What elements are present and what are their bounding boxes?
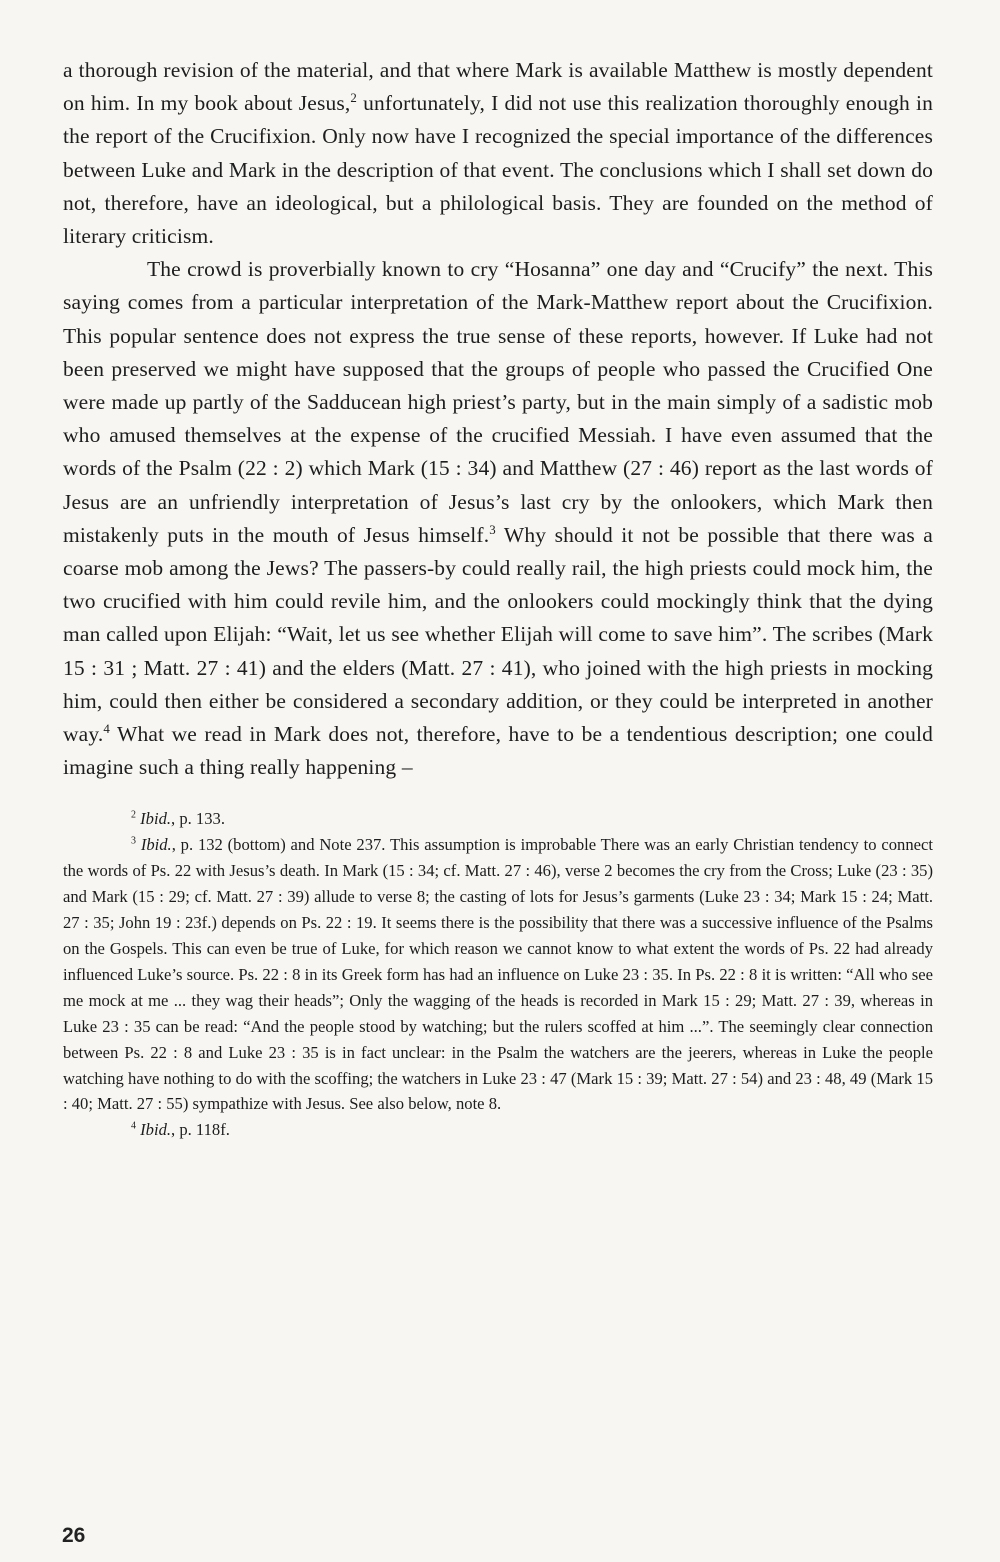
footnote-ref-2: 2 xyxy=(350,91,358,106)
footnote-marker: 3 xyxy=(131,835,136,847)
footnote-ref-4: 4 xyxy=(103,721,111,736)
footnote-4 xyxy=(63,1117,933,1143)
footnote-marker: 4 xyxy=(131,1120,136,1132)
paragraph-text: Why should it not be possible that there was a coarse mob among the Jews? The passers-by could really rail, the high priests could mock him, the two crucified with him could revile him, and the onlookers could mockingly think that the dying man called upon Elijah: “Wait, let us see whether Elijah will come to save him”. The scribes (Mark 15 : 31 ; Matt. 27 : 41) and the elders (Matt. 27 : 41), who joined with the high priests in mocking him, could then either be considered a secondary addition, or they could be interpreted in another way. xyxy=(63,522,933,747)
footnote-text: , p. 133. xyxy=(171,809,225,829)
footnote-2 xyxy=(63,806,933,832)
ibid-label: Ibid. xyxy=(140,835,172,855)
paragraph-text: a thorough revision of the material, and that where Mark is available Matthew is mostly dependent on him. In my book about Jesus, xyxy=(63,58,933,116)
footnote-marker: 2 xyxy=(131,809,136,821)
ibid-label: Ibid. xyxy=(140,809,172,829)
footnotes xyxy=(63,806,933,1143)
main-text xyxy=(63,54,933,784)
footnote-text: , p. 132 (bottom) and Note 237. This assumption is improbable There was an early Christian tendency to connect the words of Ps. 22 with Jesus’s death. In Mark (15 : 34; cf. Matt. 27 : 46), verse 2 becomes the cry from the Cross; Luke (23 : 35) and Mark (15 : 29; cf. Matt. 27 : 39) allude to verse 8; the casting of lots for Jesus’s garments (Luke 23 : 34; Mark 15 : 24; Matt. 27 : 35; John 19 : 23f.) depends on Ps. 22 : 19. It seems there is the possibility that there was a successive influence of the Psalms on the Gospels. This can even be true of Luke, for which reason we cannot know to what extent the words of Ps. 22 had already influenced Luke’s source. Ps. 22 : 8 in its Greek form has had an influence on Luke 23 : 35. In Ps. 22 : 8 it is written: “All who see me mock at me ... they wag their heads”; Only the wagging of the heads is recorded in Mark 15 : 29; Matt. 27 : 39, whereas in Luke 23 : 35 can be read: “And the people stood by watching; but the rulers scoffed at him ...”. The seemingly clear connection between Ps. 22 : 8 and Luke 23 : 35 is in fact unclear: in the Psalm the watchers are the jeerers, whereas in Luke the people watching have nothing to do with the scoffing; the watchers in Luke 23 : 47 (Mark 15 : 39; Matt. 27 : 54) and 23 : 48, 49 (Mark 15 : 40; Matt. 27 : 55) sympathize with Jesus. See also below, note 8. xyxy=(63,835,933,1114)
paragraph-text: unfortunately, I did not use this realization thoroughly enough in the report of the Crucifixion. Only now have I recognized the special importance of the differences between Luke and Mark in the description of that event. The conclusions which I shall set down do not, therefore, have an ideological, but a philological basis. They are founded on the method of literary criticism. xyxy=(63,91,934,249)
page-number: 26 xyxy=(62,1524,86,1547)
footnote-ref-3: 3 xyxy=(489,522,496,537)
paragraph-continuation xyxy=(63,54,933,253)
paragraph-text: The crowd is proverbially known to cry “Hosanna” one day and “Crucify” the next. This saying comes from a particular interpretation of the Mark-Matthew report about the Crucifixion. This popular sentence does not express the true sense of these reports, however. If Luke had not been preserved we might have supposed that the groups of people who passed the Crucified One were made up partly of the Sadducean high priest’s party, but in the main simply of a sadistic mob who amused themselves at the expense of the crucified Messiah. I have even assumed that the words of the Psalm (22 : 2) which Mark (15 : 34) and Matthew (27 : 46) report as the last words of Jesus are an unfriendly interpretation of Jesus’s last cry by the onlookers, which Mark then mistakenly puts in the mouth of Jesus himself. xyxy=(63,257,933,547)
paragraph-crowd xyxy=(63,253,933,784)
footnote-3 xyxy=(63,832,933,1117)
page-content xyxy=(63,54,933,1143)
footnote-text: , p. 118f. xyxy=(171,1120,230,1140)
paragraph-text: What we read in Mark does not, therefore, have to be a tendentious description; one could imagine such a thing really happening – xyxy=(63,722,933,780)
footnote-separator xyxy=(63,784,933,806)
ibid-label: Ibid. xyxy=(140,1120,172,1140)
